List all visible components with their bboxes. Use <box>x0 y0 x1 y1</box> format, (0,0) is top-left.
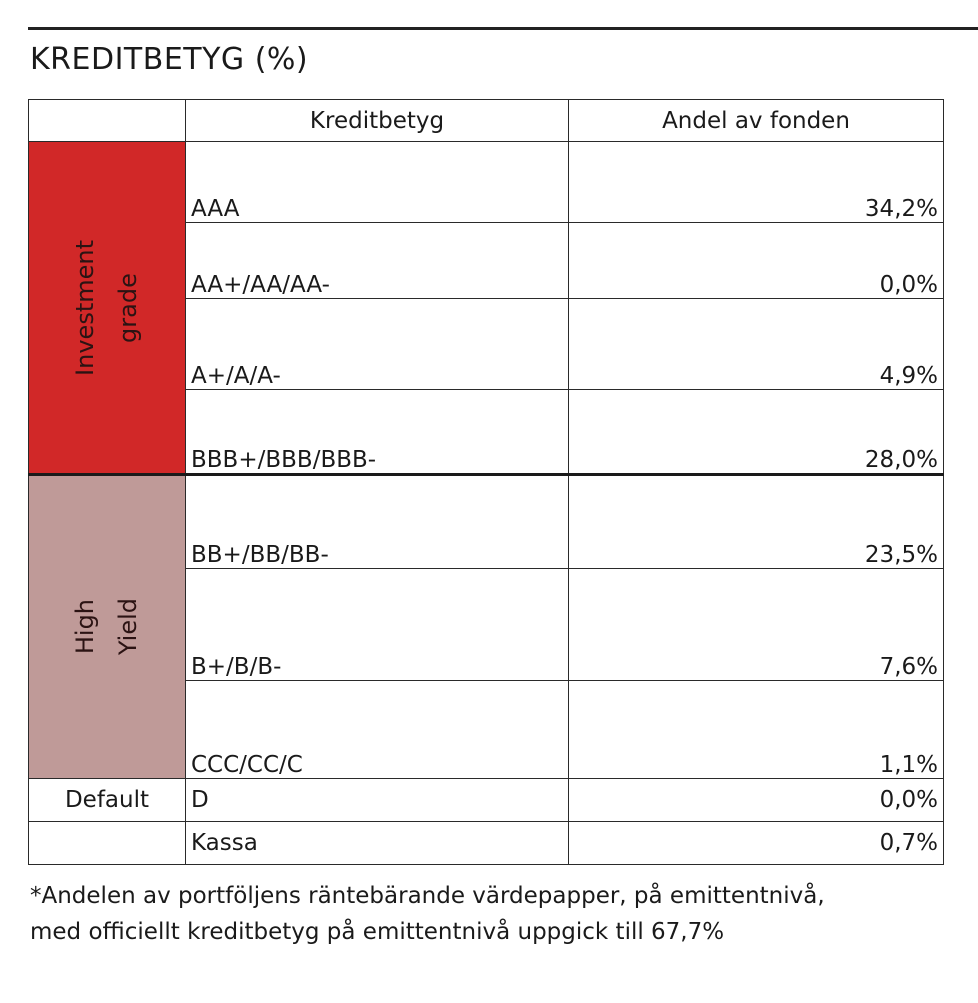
investment-grade-label: Investment grade <box>71 239 142 376</box>
rating-cell: D <box>186 779 569 822</box>
share-cell: 28,0% <box>569 390 944 475</box>
high-yield-group <box>29 475 186 779</box>
share-cell: 1,1% <box>569 681 944 779</box>
rating-cell: BBB+/BBB/BBB- <box>186 390 569 475</box>
default-group-label: Default <box>29 779 186 822</box>
top-rule <box>28 27 978 30</box>
rating-cell: CCC/CC/C <box>186 681 569 779</box>
header-share: Andel av fonden <box>569 100 944 142</box>
page-title: KREDITBETYG (%) <box>30 42 309 77</box>
footnote-line: *Andelen av portföljens räntebärande värdepapper, på emittentnivå, <box>30 883 825 909</box>
table-row <box>29 822 944 865</box>
credit-rating-table <box>28 99 944 865</box>
header-rating: Kreditbetyg <box>186 100 569 142</box>
empty-cell <box>29 822 186 865</box>
rating-cell: B+/B/B- <box>186 569 569 681</box>
rating-cell: Kassa <box>186 822 569 865</box>
rating-cell: A+/A/A- <box>186 299 569 390</box>
footnote <box>30 878 960 950</box>
share-cell: 7,6% <box>569 569 944 681</box>
footnote-line: med officiellt kreditbetyg på emittentnivå uppgick till 67,7% <box>30 919 725 945</box>
table-row <box>29 475 944 569</box>
share-cell: 34,2% <box>569 142 944 223</box>
high-yield-label: High Yield <box>71 598 142 656</box>
share-cell: 0,0% <box>569 779 944 822</box>
rating-cell: AAA <box>186 142 569 223</box>
share-cell: 23,5% <box>569 475 944 569</box>
share-cell: 4,9% <box>569 299 944 390</box>
table-row <box>29 142 944 223</box>
share-cell: 0,7% <box>569 822 944 865</box>
rating-cell: BB+/BB/BB- <box>186 475 569 569</box>
table-row <box>29 779 944 822</box>
table-header-row <box>29 100 944 142</box>
rating-cell: AA+/AA/AA- <box>186 223 569 299</box>
share-cell: 0,0% <box>569 223 944 299</box>
header-blank <box>29 100 186 142</box>
investment-grade-group <box>29 142 186 475</box>
